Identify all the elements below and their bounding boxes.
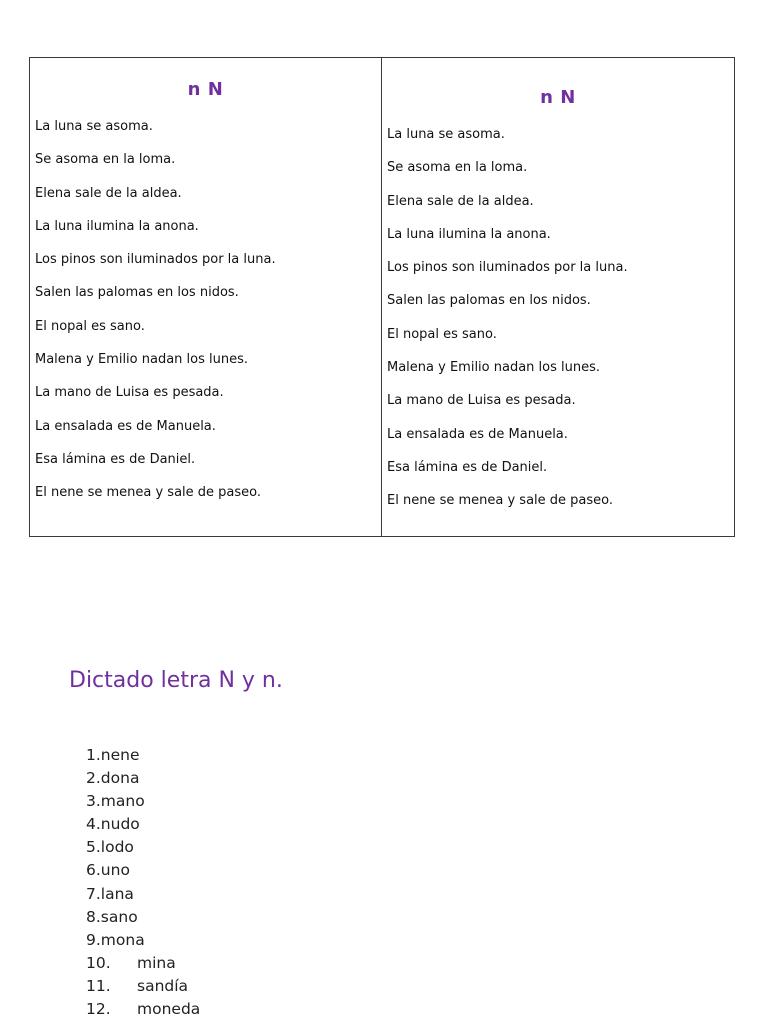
- item-number: 6.: [86, 861, 101, 880]
- sentence: Salen las palomas en los nidos.: [35, 285, 239, 301]
- item-number: 3.: [86, 792, 101, 811]
- sentence: La ensalada es de Manuela.: [35, 418, 216, 434]
- item-word: dona: [100, 769, 140, 788]
- sentence: La luna ilumina la anona.: [387, 226, 551, 242]
- item-word: nene: [100, 746, 140, 764]
- sentence: Los pinos son iluminados por la luna.: [35, 252, 276, 268]
- dictation-word-list: [86, 745, 200, 1022]
- sentence: Salen las palomas en los nidos.: [387, 293, 591, 309]
- item-word: nudo: [100, 815, 140, 834]
- sentence: Malena y Emilio nadan los lunes.: [35, 352, 249, 368]
- item-number: 5.: [86, 838, 101, 857]
- item-word: sandía: [137, 976, 189, 995]
- sentence: La mano de Luisa es pesada.: [387, 393, 576, 409]
- sentence-list: [35, 119, 377, 519]
- item-word: lana: [100, 884, 134, 903]
- sentence-list: [387, 127, 730, 527]
- list-item: [86, 860, 200, 883]
- list-item: [86, 814, 200, 837]
- item-word: sano: [100, 907, 138, 926]
- list-item: [86, 791, 200, 814]
- sentence: La luna se asoma.: [387, 127, 505, 142]
- sentence: Se asoma en la loma.: [387, 160, 528, 176]
- item-number: 11.: [86, 976, 111, 995]
- sentence: El nene se menea y sale de paseo.: [387, 493, 614, 509]
- sentence: El nopal es sano.: [387, 326, 497, 342]
- list-item: [86, 837, 200, 860]
- sentence: La ensalada es de Manuela.: [387, 426, 568, 442]
- list-item: [86, 999, 200, 1022]
- item-number: 9.: [86, 930, 101, 949]
- item-number: 4.: [86, 815, 101, 834]
- sentence: El nopal es sano.: [35, 318, 145, 334]
- list-item: [86, 930, 200, 953]
- sentence: La luna se asoma.: [35, 119, 153, 134]
- item-word: lodo: [100, 838, 134, 857]
- item-number: 7.: [86, 884, 101, 903]
- item-word: uno: [100, 861, 130, 880]
- column-title: n N: [187, 79, 224, 100]
- item-word: mina: [137, 953, 176, 972]
- table-column-right: [382, 58, 734, 536]
- list-item: [86, 884, 200, 907]
- sentence: La mano de Luisa es pesada.: [35, 385, 224, 401]
- sentence: El nene se menea y sale de paseo.: [35, 485, 262, 501]
- sentence: Elena sale de la aldea.: [387, 193, 534, 209]
- item-number: 1.: [86, 746, 101, 764]
- sentence: Malena y Emilio nadan los lunes.: [387, 360, 601, 376]
- item-word: mano: [100, 792, 145, 811]
- item-number: 8.: [86, 907, 101, 926]
- sentence: Se asoma en la loma.: [35, 152, 176, 168]
- sentence: Los pinos son iluminados por la luna.: [387, 260, 628, 276]
- sentence: Elena sale de la aldea.: [35, 185, 182, 201]
- dictation-title: Dictado letra N y n.: [69, 668, 283, 693]
- list-item: [86, 745, 200, 768]
- table-column-left: [30, 58, 382, 536]
- sentence: La luna ilumina la anona.: [35, 218, 199, 234]
- list-item: [86, 953, 200, 976]
- sentence: Esa lámina es de Daniel.: [35, 451, 196, 467]
- list-item: [86, 907, 200, 930]
- column-title: n N: [540, 87, 576, 108]
- item-word: mona: [100, 930, 145, 949]
- sentence: Esa lámina es de Daniel.: [387, 459, 548, 475]
- list-item: [86, 976, 200, 999]
- item-word: moneda: [137, 1000, 201, 1019]
- item-number: 10.: [86, 953, 111, 972]
- item-number: 2.: [86, 769, 101, 788]
- sentences-table: [29, 57, 735, 537]
- list-item: [86, 768, 200, 791]
- item-number: 12.: [86, 1000, 111, 1019]
